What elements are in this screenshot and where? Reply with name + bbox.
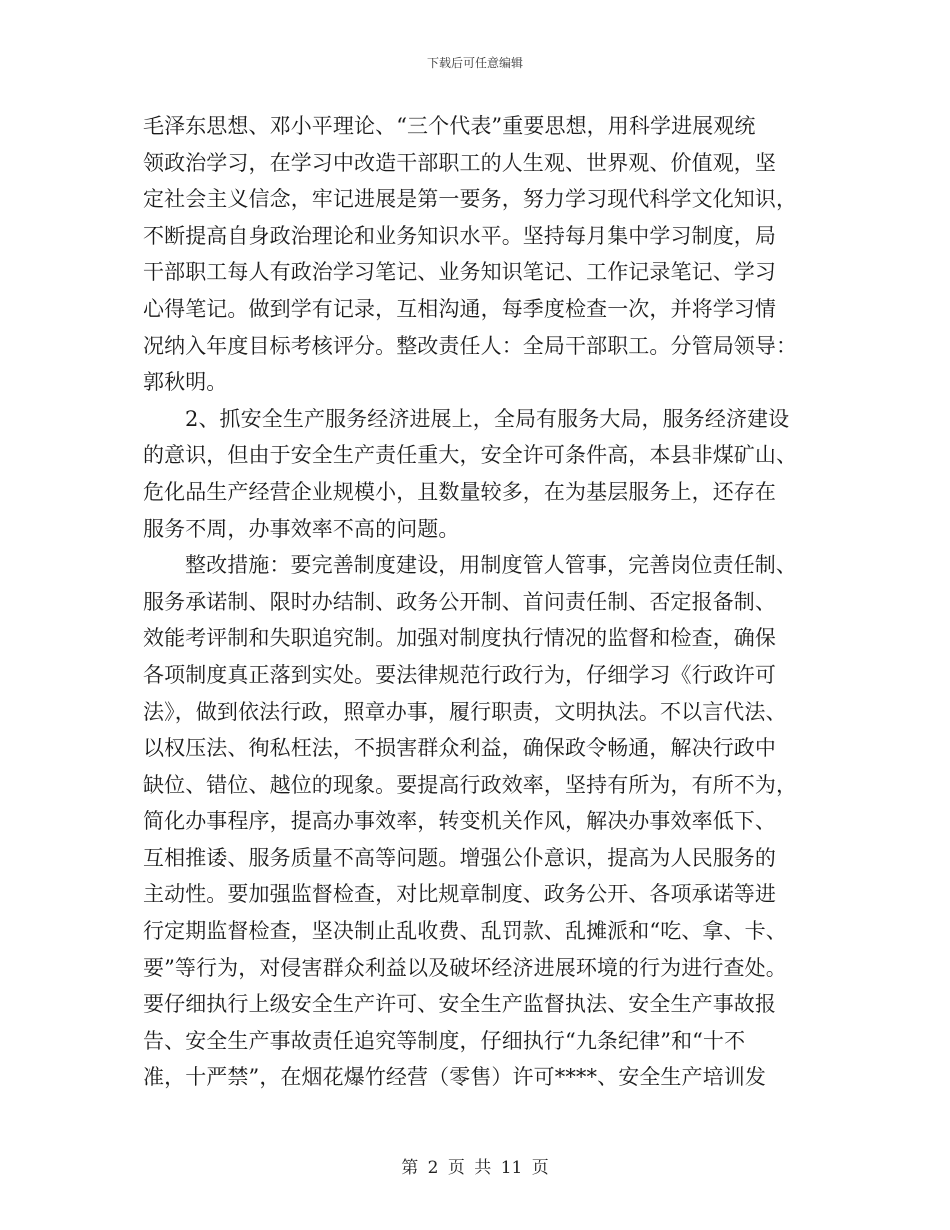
- text-line: 毛泽东思想、邓小平理论、“三个代表”重要思想，用科学进展观统: [143, 114, 756, 138]
- text-line: 行定期监督检查，坚决制止乱收费、乱罚款、乱摊派和“吃、拿、卡、: [143, 919, 787, 944]
- page-footer: 第 2 页 共 11 页: [401, 1158, 549, 1178]
- text-line: 互相推诿、服务质量不高等问题。增强公仆意识，提高为人民服务的: [143, 845, 776, 870]
- text-line: 服务承诺制、限时办结制、政务公开制、首问责任制、否定报备制、: [143, 589, 776, 614]
- text-line: 要仔细执行上级安全生产许可、安全生产监督执法、安全生产事故报: [143, 992, 776, 1017]
- text-line: 法》，做到依法行政，照章办事，履行职责，文明执法。不以言代法、: [143, 699, 787, 724]
- text-line: 简化办事程序，提高办事效率，转变机关作风，解决办事效率低下、: [143, 809, 776, 834]
- text-line: 效能考评制和失职追究制。加强对制度执行情况的监督和检查，确保: [143, 626, 776, 651]
- text-line: 干部职工每人有政治学习笔记、业务知识笔记、工作记录笔记、学习: [143, 260, 776, 285]
- text-line: 以权压法、徇私枉法，不损害群众利益，确保政令畅通，解决行政中: [143, 736, 776, 761]
- text-line: 准，十严禁”，在烟花爆竹经营（零售）许可****、安全生产培训发: [143, 1065, 766, 1090]
- text-line: 况纳入年度目标考核评分。整改责任人：全局干部职工。分管局领导：: [143, 333, 798, 358]
- page-header: 下载后可任意编辑: [426, 56, 523, 70]
- text-line: 各项制度真正落到实处。要法律规范行政行为，仔细学习《行政许可: [143, 662, 776, 687]
- text-line: 服务不周，办事效率不高的问题。: [143, 516, 460, 541]
- text-line: 心得笔记。做到学有记录，互相沟通，每季度检查一次，并将学习情: [143, 296, 776, 321]
- text-line: 不断提高自身政治理论和业务知识水平。坚持每月集中学习制度，局: [143, 223, 776, 248]
- text-line: 要”等行为，对侵害群众利益以及破坏经济进展环境的行为进行查处。: [143, 955, 787, 980]
- text-line: 危化品生产经营企业规模小，且数量较多，在为基层服务上，还存在: [143, 479, 776, 504]
- body-text: [143, 108, 807, 1096]
- text-line: 缺位、错位、越位的现象。要提高行政效率，坚持有所为，有所不为，: [143, 772, 798, 797]
- text-line: 主动性。要加强监督检查，对比规章制度、政务公开、各项承诺等进: [143, 882, 776, 907]
- text-line: 告、安全生产事故责任追究等制度，仔细执行“九条纪律”和“十不: [143, 1028, 746, 1053]
- text-line: 定社会主义信念，牢记进展是第一要务，努力学习现代科学文化知识，: [143, 187, 798, 212]
- text-line: 2、抓安全生产服务经济进展上，全局有服务大局，服务经济建设: [185, 406, 790, 431]
- text-line: 郭秋明。: [143, 370, 228, 395]
- text-line: 整改措施：要完善制度建设，用制度管人管事，完善岗位责任制、: [185, 553, 797, 578]
- text-line: 的意识，但由于安全生产责任重大，安全许可条件高，本县非煤矿山、: [143, 443, 798, 468]
- text-line: 领政治学习，在学习中改造干部职工的人生观、世界观、价值观，坚: [143, 150, 776, 175]
